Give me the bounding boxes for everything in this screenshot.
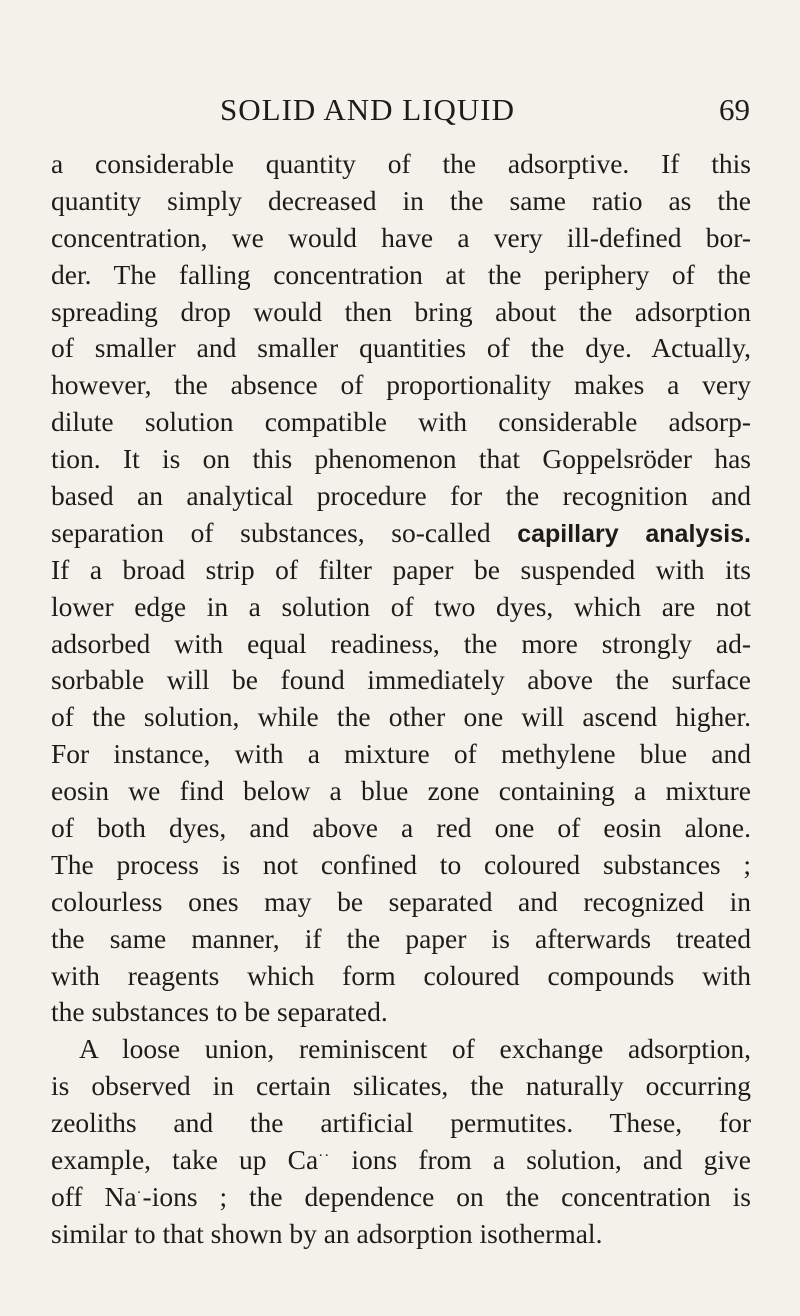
bold-term: capillary analysis. (517, 519, 751, 548)
text-line: of the solution, while the other one will ascend higher. (51, 701, 751, 733)
text-line: similar to that shown by an adsorption isothermal. (51, 1217, 603, 1249)
text-line: is observed in certain silicates, the naturally occurring (51, 1070, 751, 1102)
text-line (51, 515, 751, 552)
text-segment: ions from a solution, and give (330, 1144, 751, 1176)
text-line: If a broad strip of filter paper be suspended with its (51, 553, 751, 585)
text-line: the same manner, if the paper is afterwards treated (51, 922, 751, 954)
page-number: 69 (719, 92, 750, 127)
paragraph (51, 146, 751, 1031)
text-line: however, the absence of proportionality makes a very (51, 369, 751, 401)
text-line: tion. It is on this phenomenon that Goppelsröder has (51, 443, 751, 475)
text-line: adsorbed with equal readiness, the more strongly ad- (51, 627, 751, 659)
text-line: dilute solution compatible with considerable adsorp- (51, 406, 751, 438)
text-segment: -ions ; the dependence on the concentration is (142, 1180, 751, 1212)
text-line: based an analytical procedure for the recognition and (51, 480, 751, 512)
text-line: a considerable quantity of the adsorptive. If this (51, 148, 751, 179)
text-line: der. The falling concentration at the periphery of the (51, 258, 751, 290)
text-line (51, 1142, 751, 1179)
running-title: SOLID AND LIQUID (220, 92, 515, 127)
text-segment: separation of substances, so-called (51, 516, 518, 548)
text-line: lower edge in a solution of two dyes, which are not (51, 590, 751, 622)
ion-charge-superscript: · (136, 1184, 143, 1201)
text-line: colourless ones may be separated and recognized in (51, 885, 751, 917)
text-line: of both dyes, and above a red one of eosin alone. (51, 812, 751, 844)
text-line: with reagents which form coloured compounds with (51, 959, 751, 991)
text-line: of smaller and smaller quantities of the dye. Actually, (51, 332, 751, 364)
text-line (51, 1179, 751, 1216)
text-line: quantity simply decreased in the same ratio as the (51, 184, 751, 216)
text-line: A loose union, reminiscent of exchange adsorption, (79, 1033, 751, 1065)
text-line: The process is not confined to coloured substances ; (51, 848, 751, 880)
text-line: the substances to be separated. (51, 996, 388, 1028)
text-line: eosin we find below a blue zone containing a mixture (51, 775, 751, 807)
text-line: spreading drop would then bring about the adsorption (51, 295, 751, 327)
ion-charge-superscript: ·· (318, 1148, 331, 1165)
text-segment: off Na (51, 1180, 137, 1212)
running-head (150, 88, 750, 132)
text-segment: example, take up Ca (51, 1144, 319, 1176)
text-line: zeoliths and the artificial permutites. These, for (51, 1107, 751, 1139)
paragraph (51, 1031, 751, 1252)
text-line: For instance, with a mixture of methylene blue and (51, 738, 751, 770)
text-line: sorbable will be found immediately above the surface (51, 664, 751, 696)
text-line: concentration, we would have a very ill-defined bor- (51, 221, 751, 253)
body-text (51, 146, 751, 1253)
